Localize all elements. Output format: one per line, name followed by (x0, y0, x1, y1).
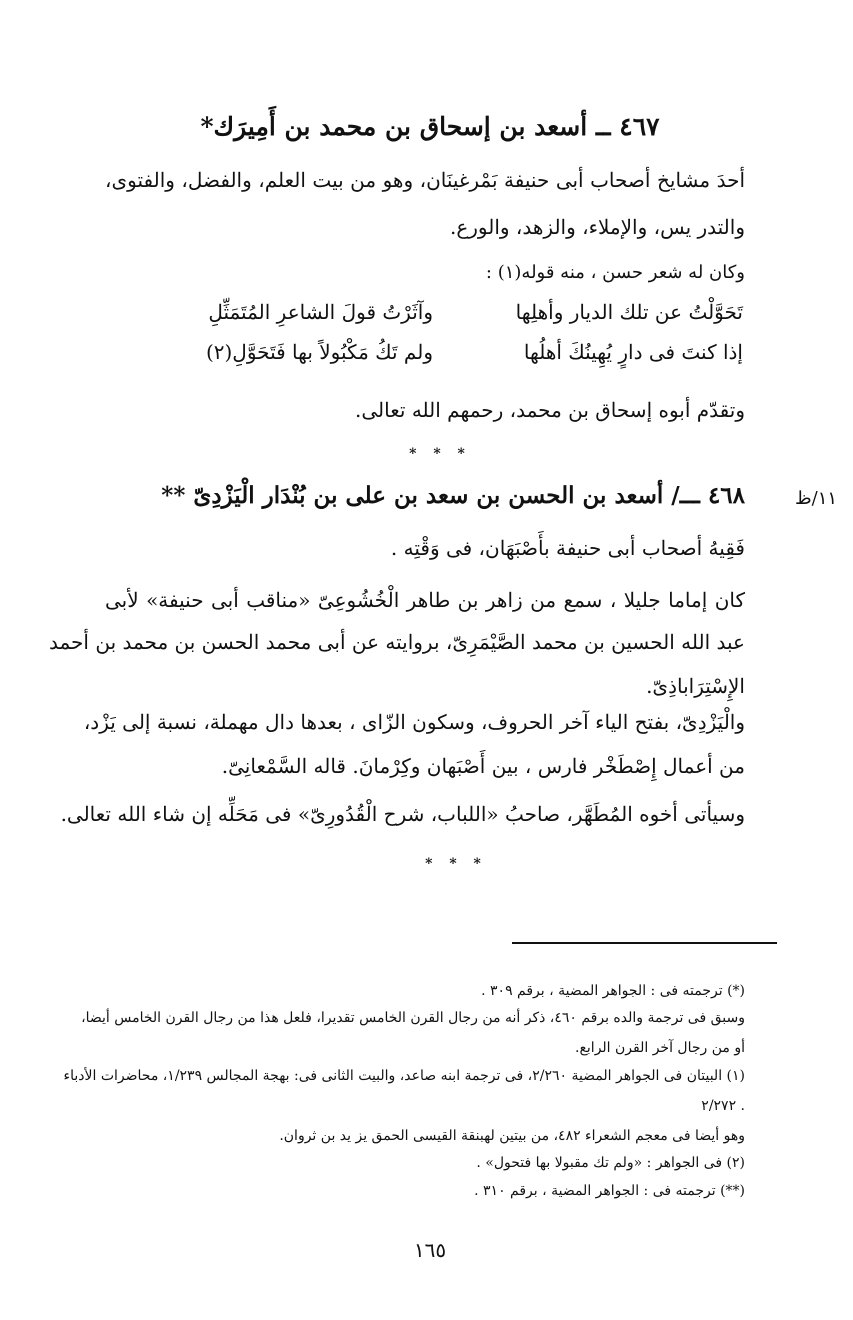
footnote-1-cont: ٢/٢٧٢ . (701, 1098, 745, 1114)
section-separator-1: * * * (409, 446, 471, 462)
entry-title-468: ٤٦٨ ـــ/ أسعد بن الحسن بن سعد بن على بن بُنْدَار الْيَزْدِىّ ** (161, 482, 745, 509)
entry-468-p1-line-1: كان إماما جليلا ، سمع من زاهر بن طاهر الْخُشُوعِىّ «مناقب أبى حنيفة» لأبى (105, 588, 745, 612)
page-number: ١٦٥ (413, 1238, 447, 1262)
verse-2-second-hemistich: ولم تَكُ مَكْبُولاً بها فَتَحَوَّلِ(٢) (205, 340, 433, 364)
footnote-star-1-cont-2: أو من رجال آخر القرن الرابع. (575, 1040, 745, 1056)
entry-467-line-2: والتدر يس، والإملاء، والزهد، والورع. (449, 215, 745, 239)
entry-467-closing: وتقدّم أبوه إسحاق بن محمد، رحمهم الله تعالى. (355, 398, 745, 422)
verse-1-second-hemistich: وآثَرْتُ قولَ الشاعرِ المُتَمَثِّلِ (208, 300, 433, 324)
verse-1-first-hemistich: تَحَوَّلْتُ عن تلك الديار وأهلِها (515, 300, 743, 324)
entry-468-p2-line-2: من أعمال إِصْطَخْر فارس ، بين أَصْبَهان وكِرْمانَ. قاله السَّمْعانِىّ. (221, 754, 745, 778)
footnote-star-1-cont-1: وسبق فى ترجمة والده برقم ٤٦٠، ذكر أنه من رجال القرن الخامس تقديرا، فلعل هذا من رجال القرن الخامس أيضا، (81, 1010, 745, 1026)
entry-467-line-1: أحدَ مشايخ أصحاب أبى حنيفة بَمْرغينَان، وهو من بيت العلم، والفضل، والفتوى، (105, 168, 746, 192)
entry-468-p2-line-1: والْيَزْدِىّ، بفتح الياء آخر الحروف، وسكون الزّاى ، بعدها دال مهملة، نسبة إلى يَزْد، (83, 710, 745, 734)
entry-468-p1-line-2: عبد الله الحسين بن محمد الصَّيْمَرِىّ، بروايته عن أبى محمد الحسن بن محمد بن أحمد (49, 630, 745, 654)
footnote-divider (512, 942, 777, 944)
footnote-2: (٢) فى الجواهر : «ولم تك مقبولا بها فتحول» . (476, 1155, 745, 1171)
footnote-star-1: (*) ترجمته فى : الجواهر المضية ، برقم ٣٠٩ . (481, 983, 745, 999)
entry-468-p3: وسيأتى أخوه المُطَهَّر، صاحبُ «اللباب، شرح الْقُدُورِىّ» فى مَحَلِّه إن شاء الله تعالى. (60, 802, 745, 826)
footnote-1: (١) البيتان فى الجواهر المضية ٢/٢٦٠، فى ترجمة ابنه صاعد، والبيت الثانى فى: بهجة المجالس ١/٢٣٩، محاضرات الأدباء (63, 1068, 745, 1084)
entry-468-subtitle: فَقِيهُ أصحاب أبى حنيفة بأَصْبَهَان، فى وَقْتِه . (390, 536, 745, 560)
poem-intro: وكان له شعر حسن ، منه قوله(١) : (485, 262, 745, 283)
entry-title-467: ٤٦٧ ــ أسعد بن إسحاق بن محمد بن أَمِيرَك* (200, 112, 660, 141)
entry-468-p1-line-3: الإِسْتِرَاباذِىّ. (646, 674, 745, 698)
margin-folio-note: ١١/ظ (795, 488, 838, 509)
footnote-star-2: (**) ترجمته فى : الجواهر المضية ، برقم ٣١٠ . (474, 1183, 745, 1199)
section-separator-2: * * * (425, 856, 487, 872)
verse-2-first-hemistich: إذا كنتَ فى دارٍ يُهِينُكَ أهلُها (523, 340, 743, 364)
footnote-1-cont-2: وهو أيضا فى معجم الشعراء ٤٨٢، من بيتين لهبنقة القيسى الحمق يز يد بن ثروان. (279, 1128, 745, 1144)
